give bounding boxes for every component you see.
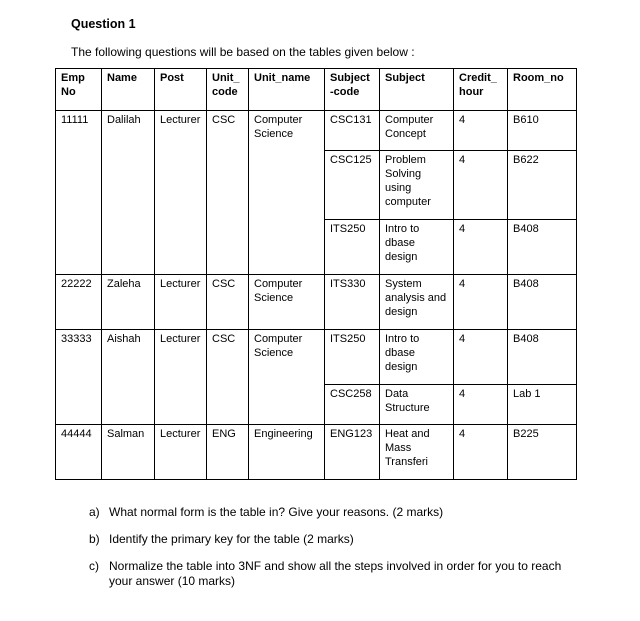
room-cell: Lab 1 bbox=[508, 385, 577, 425]
subject-cell: System analysis and design bbox=[380, 275, 454, 330]
header-subject-code: Subject -code bbox=[325, 69, 380, 111]
room-cell: B622 bbox=[508, 151, 577, 220]
table-row bbox=[56, 425, 577, 480]
subject-cell: Intro to dbase design bbox=[380, 330, 454, 385]
subject-code-cell: CSC125 bbox=[325, 151, 380, 220]
question-item bbox=[89, 505, 579, 520]
subject-code-cell: ITS250 bbox=[325, 220, 380, 275]
room-cell: B408 bbox=[508, 275, 577, 330]
subject-cell: Data Structure bbox=[380, 385, 454, 425]
credit-cell: 4 bbox=[454, 275, 508, 330]
unit-name-cell: Computer Science bbox=[249, 275, 325, 330]
name-cell: Aishah bbox=[102, 330, 155, 425]
post-cell: Lecturer bbox=[155, 425, 207, 480]
subject-code-cell: ENG123 bbox=[325, 425, 380, 480]
header-unit-name: Unit_name bbox=[249, 69, 325, 111]
question-item bbox=[89, 532, 579, 547]
question-text: Identify the primary key for the table (2 marks) bbox=[109, 532, 354, 546]
table-row bbox=[56, 330, 577, 385]
subject-code-cell: CSC258 bbox=[325, 385, 380, 425]
question-item bbox=[89, 559, 579, 589]
room-cell: B408 bbox=[508, 220, 577, 275]
subject-code-cell: ITS250 bbox=[325, 330, 380, 385]
subject-cell: Intro to dbase design bbox=[380, 220, 454, 275]
unit-code-cell: CSC bbox=[207, 275, 249, 330]
room-cell: B610 bbox=[508, 111, 577, 151]
question-label: a) bbox=[89, 505, 100, 519]
question-list bbox=[89, 505, 579, 601]
header-unit-code: Unit_ code bbox=[207, 69, 249, 111]
credit-cell: 4 bbox=[454, 220, 508, 275]
header-credit-hour: Credit_ hour bbox=[454, 69, 508, 111]
header-room-no: Room_no bbox=[508, 69, 577, 111]
employee-table bbox=[55, 68, 577, 480]
subject-code-cell: ITS330 bbox=[325, 275, 380, 330]
question-text: Normalize the table into 3NF and show all the steps involved in order for you to reach your answer (10 marks) bbox=[109, 559, 562, 588]
emp-no-cell: 11111 bbox=[56, 111, 102, 275]
emp-no-cell: 22222 bbox=[56, 275, 102, 330]
unit-code-cell: CSC bbox=[207, 330, 249, 425]
unit-name-cell: Engineering bbox=[249, 425, 325, 480]
subject-cell: Computer Concept bbox=[380, 111, 454, 151]
table-row bbox=[56, 111, 577, 151]
question-label: b) bbox=[89, 532, 100, 546]
unit-name-cell: Computer Science bbox=[249, 330, 325, 425]
subject-code-cell: CSC131 bbox=[325, 111, 380, 151]
emp-no-cell: 33333 bbox=[56, 330, 102, 425]
credit-cell: 4 bbox=[454, 425, 508, 480]
header-emp-no: Emp No bbox=[56, 69, 102, 111]
question-text: What normal form is the table in? Give your reasons. (2 marks) bbox=[109, 505, 444, 519]
subject-cell: Heat and Mass Transferi bbox=[380, 425, 454, 480]
room-cell: B408 bbox=[508, 330, 577, 385]
post-cell: Lecturer bbox=[155, 330, 207, 425]
credit-cell: 4 bbox=[454, 330, 508, 385]
emp-no-cell: 44444 bbox=[56, 425, 102, 480]
header-name: Name bbox=[102, 69, 155, 111]
question-label: c) bbox=[89, 559, 99, 573]
header-post: Post bbox=[155, 69, 207, 111]
unit-code-cell: ENG bbox=[207, 425, 249, 480]
unit-name-cell: Computer Science bbox=[249, 111, 325, 275]
credit-cell: 4 bbox=[454, 151, 508, 220]
post-cell: Lecturer bbox=[155, 275, 207, 330]
header-subject: Subject bbox=[380, 69, 454, 111]
credit-cell: 4 bbox=[454, 385, 508, 425]
unit-code-cell: CSC bbox=[207, 111, 249, 275]
credit-cell: 4 bbox=[454, 111, 508, 151]
subject-cell: Problem Solving using computer bbox=[380, 151, 454, 220]
post-cell: Lecturer bbox=[155, 111, 207, 275]
intro-text: The following questions will be based on the tables given below : bbox=[71, 45, 415, 59]
name-cell: Zaleha bbox=[102, 275, 155, 330]
name-cell: Salman bbox=[102, 425, 155, 480]
question-title: Question 1 bbox=[71, 17, 136, 31]
header-row bbox=[56, 69, 577, 111]
name-cell: Dalilah bbox=[102, 111, 155, 275]
table-row bbox=[56, 275, 577, 330]
room-cell: B225 bbox=[508, 425, 577, 480]
